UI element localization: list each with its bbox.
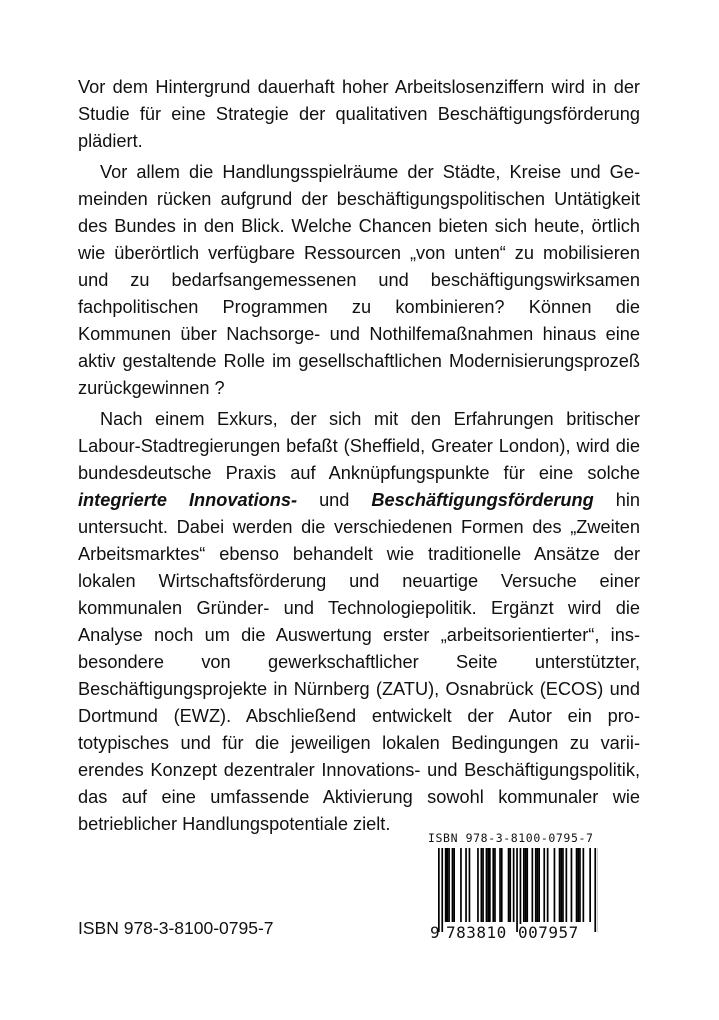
barcode-bar (445, 848, 447, 922)
barcode-bar (494, 848, 496, 922)
barcode-bar (499, 848, 501, 922)
barcode-lead-digit: 9 (430, 923, 440, 942)
barcode-bar (576, 848, 578, 922)
barcode-bar (501, 848, 503, 922)
barcode-bar (509, 848, 511, 922)
barcode-bar (577, 848, 579, 922)
barcode-bar (543, 848, 545, 922)
paragraph-intro: Vor dem Hintergrund dauerhaft hoher Arbeitslosenziffern wird in der Studie für eine Strategie der qualitativen Beschäftigungsförderung plädiert. (78, 77, 640, 151)
paragraph-3-part-b: und (297, 490, 372, 510)
barcode-bar (583, 848, 585, 922)
barcode-bar (460, 848, 462, 922)
barcode-bar (554, 848, 556, 922)
barcode-bar (513, 848, 515, 922)
barcode-bar (465, 848, 467, 922)
barcode-bar (525, 848, 527, 922)
barcode-isbn-line: ISBN 978-3-8100-0795-7 (428, 831, 594, 845)
barcode-bar (452, 848, 454, 922)
barcode-guard-bar (594, 848, 596, 932)
paragraph-3-part-a: Nach einem Exkurs, der sich mit den Erfahrungen britischer Labour-Stadtregierungen befaßt (Sheffield, Greater London), wird die bundesdeutsche Praxis auf Anknüpfungspunkte für eine solche (78, 409, 640, 483)
barcode-left-digits: 783810 (446, 924, 510, 942)
barcode-guard-bar (516, 848, 518, 932)
back-cover-text (78, 74, 641, 845)
emphasis-innovations: integrierte Innovations- (78, 490, 298, 510)
barcode-bar (566, 848, 568, 922)
barcode-bar (447, 848, 449, 922)
barcode-bar (526, 848, 528, 922)
barcode-bar (571, 848, 573, 922)
barcode-bar (486, 848, 488, 922)
barcode-bar (487, 848, 489, 922)
barcode (408, 832, 598, 952)
barcode-bar (559, 848, 561, 922)
barcode-bar (469, 848, 471, 922)
paragraph-3-part-c: hin untersucht. Dabei werden die verschiedenen Formen des „Zweiten Arbeitsmarktes“ ebenso behandelt wie traditionelle Ansätze der lokalen Wirtschaftsförderung und neuartige Versuche einer kommunalen Gründer- und Technologiepolitik. Ergänzt wird die Analyse noch um die Auswertung erster „arbeitsorientierter“, insbesondere von gewerkschaftlicher Seite unterstützter, Beschäftigungsprojekte in Nürnberg (ZATU), Osnabrück (ECOS) und Dortmund (EWZ). Abschließend entwickelt der Autor ein prototypisches und für die jeweiligen lokalen Bedingungen zu variierendes Konzept dezentraler Innovations- und Beschäftigungspolitik, das auf eine umfassende Aktivierung sowohl kommunaler wie betrieblicher Handlungspotentiale zielt. (78, 490, 641, 834)
barcode-guard-bar (441, 848, 443, 932)
barcode-guard-bar (520, 848, 522, 932)
barcode-bar (532, 848, 534, 922)
barcode-bar (481, 848, 483, 922)
barcode-bar (547, 848, 549, 922)
barcode-bar (489, 848, 491, 922)
barcode-bar (453, 848, 455, 922)
barcode-bar (492, 848, 494, 922)
paragraph-study-outline (78, 406, 640, 838)
barcode-bar (448, 848, 450, 922)
emphasis-beschaeftigung: Beschäftigungsförderung (371, 490, 594, 510)
barcode-bar (482, 848, 484, 922)
barcode-bar (523, 848, 525, 922)
barcode-bar (579, 848, 581, 922)
barcode-bar (537, 848, 539, 922)
barcode-bar (508, 848, 510, 922)
barcode-bar (560, 848, 562, 922)
barcode-bar (535, 848, 537, 922)
barcode-guard-bar (438, 848, 440, 932)
barcode-right-digits: 007957 (518, 924, 582, 942)
isbn-label: ISBN 978-3-8100-0795-7 (78, 918, 274, 938)
paragraph-municipal-questions: Vor allem die Handlungsspielräume der Städte, Kreise und Gemeinden rücken aufgrund der beschäftigungspolitischen Untätigkeit des Bundes in den Blick. Welche Chancen bieten sich heute, örtlich wie überörtlich verfügbare Ressourcen „von unten“ zu mobilisieren und zu bedarfsangemessenen und beschäftigungswirksamen fachpolitischen Programmen zu kombinieren? Können die Kommunen über Nachsorge- und Nothilfemaßnahmen hinaus eine aktiv gestaltende Rolle im gesellschaftlichen Modernisierungsprozeß zurückgewinnen ? (78, 162, 640, 398)
barcode-bar (477, 848, 479, 922)
barcode-bar (562, 848, 564, 922)
barcode-bar (589, 848, 591, 922)
barcode-bar (538, 848, 540, 922)
